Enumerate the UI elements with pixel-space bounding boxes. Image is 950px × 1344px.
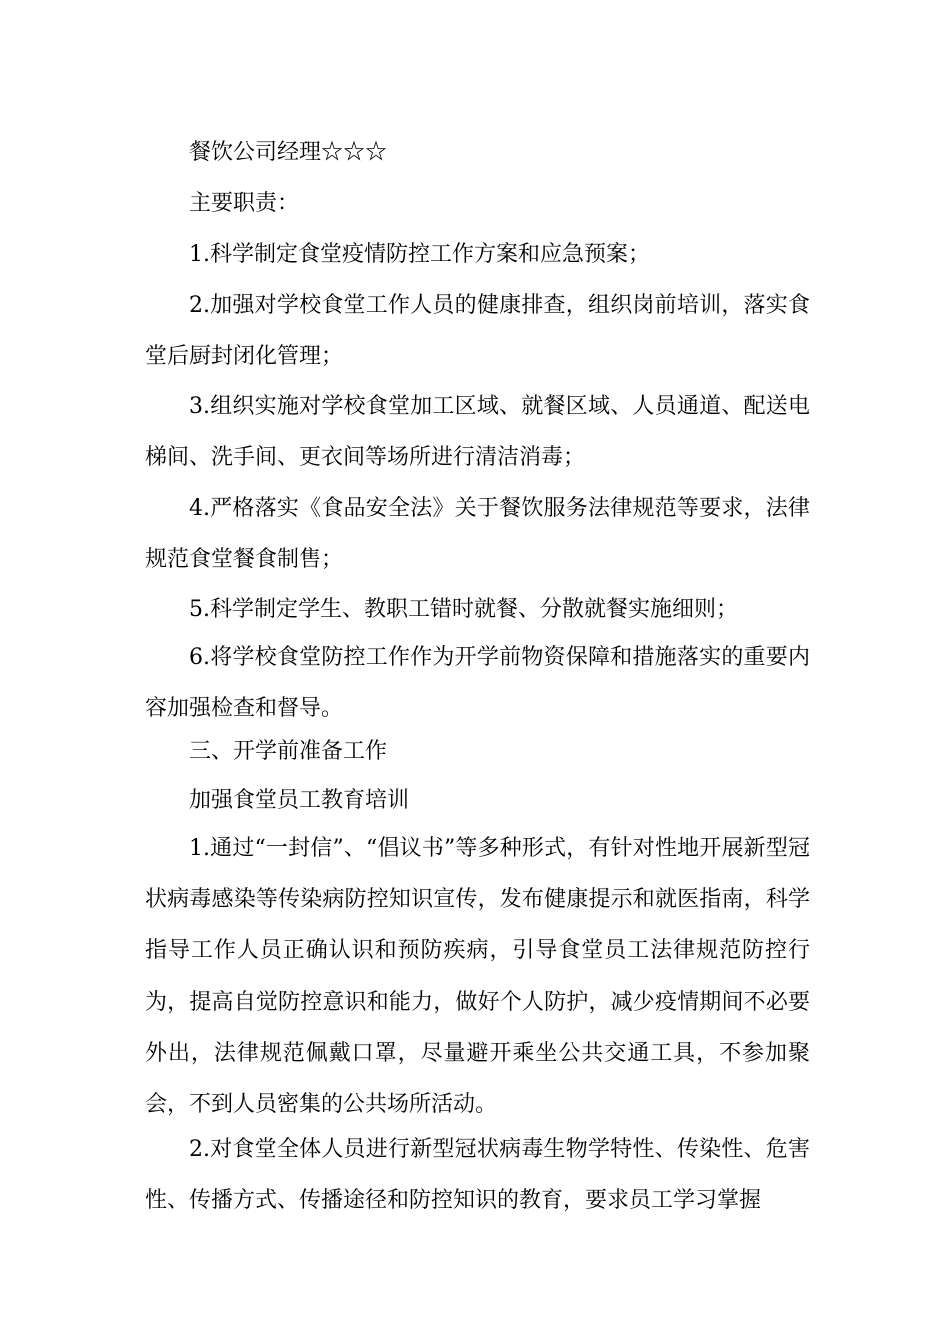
training-subheading: 加强食堂员工教育培训 bbox=[189, 788, 410, 813]
duty-item-4: 4.严格落实《食品安全法》关于餐饮服务法律规范等要求，法律规范食堂餐食制售； bbox=[145, 496, 810, 573]
manager-title: 餐饮公司经理☆☆☆ bbox=[189, 140, 388, 165]
section-heading-3: 三、开学前准备工作 bbox=[189, 739, 388, 764]
training-item-2: 2.对食堂全体人员进行新型冠状病毒生物学特性、传染性、危害性、传播方式、传播途径和防控知识的教育，要求员工学习掌握 bbox=[145, 1137, 810, 1214]
duty-item-6: 6.将学校食堂防控工作作为开学前物资保障和措施落实的重要内容加强检查和督导。 bbox=[145, 645, 810, 722]
training-item-1: 1.通过“一封信”、“倡议书”等多种形式，有针对性地开展新型冠状病毒感染等传染病防控知识宣传，发布健康提示和就医指南，科学指导工作人员正确认识和预防疾病，引导食堂员工法律规范防控行为，提高自觉防控意识和能力，做好个人防护，减少疫情期间不必要外出，法律规范佩戴口罩，尽量避开乘坐公共交通工具，不参加聚会，不到人员密集的公共场所活动。 bbox=[145, 836, 810, 1118]
duty-item-5: 5.科学制定学生、教职工错时就餐、分散就餐实施细则； bbox=[189, 597, 738, 622]
duty-item-2: 2.加强对学校食堂工作人员的健康排查，组织岗前培训，落实食堂后厨封闭化管理； bbox=[145, 293, 810, 370]
duties-heading: 主要职责： bbox=[189, 191, 300, 216]
duty-item-1: 1.科学制定食堂疫情防控工作方案和应急预案； bbox=[189, 242, 650, 267]
duty-item-3: 3.组织实施对学校食堂加工区域、就餐区域、人员通道、配送电梯间、洗手间、更衣间等场所进行清洁消毒； bbox=[145, 394, 810, 471]
